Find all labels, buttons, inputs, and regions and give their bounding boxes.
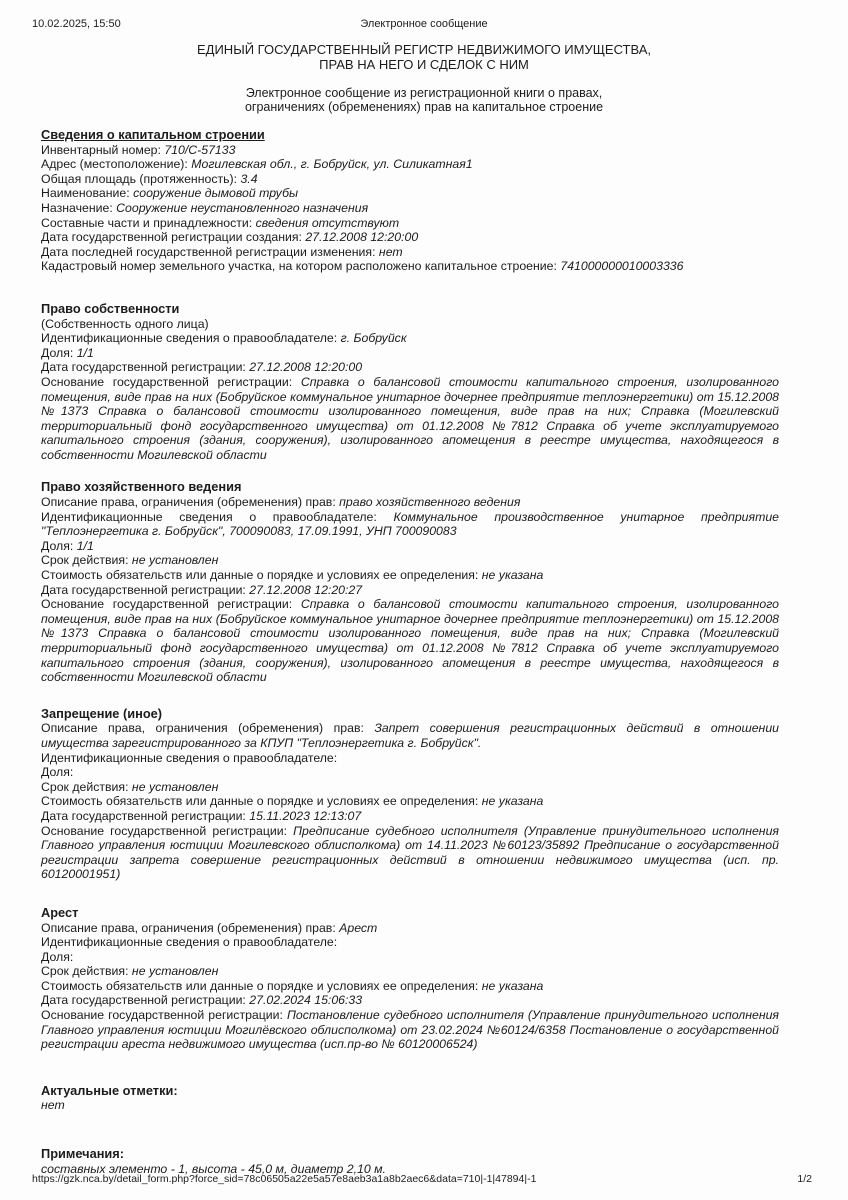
- notes-value: составных элементо - 1, высота - 45,0 м, диаметр 2,10 м.: [41, 1161, 386, 1176]
- ownership-share: Доля: 1/1: [41, 345, 94, 360]
- prohibition-heading: Запрещение (иное): [41, 705, 163, 721]
- message-subtitle-line2: ограничениях (обременениях) прав на капитальное строение: [244, 100, 604, 114]
- marks-section: [41, 1084, 779, 1113]
- ownership-holder: Идентификационные сведения о правообладателе: г. Бобруйск: [41, 331, 407, 346]
- creation-date: Дата государственной регистрации создания: 27.12.2008 12:20:00: [41, 230, 419, 245]
- notes-heading: Примечания:: [41, 1146, 125, 1162]
- arrest-basis: Основание государственной регистрации: Постановление судебного исполнителя (Управление принудительного исполнения Главного управления юстиции Могилёвского облисполкома) от 23.02.2024 №60124/6358 Постановление о государственной регистрации ареста недвижимого имущества (исп.пр-во № 60120006524): [41, 1008, 779, 1052]
- prohibition-section: [41, 707, 779, 882]
- economic-term: Срок действия: не установлен: [41, 553, 219, 568]
- economic-cost: Стоимость обязательств или данные о порядке и условиях ее определения: не указана: [41, 568, 544, 583]
- ownership-basis: Основание государственной регистрации: Справка о балансовой стоимости капитального строения, изолированного помещения, виде прав на них (Бобруйское коммунальное унитарное дочернее предприятие теплоэнергетики) от 15.12.2008 №1373 Справка о балансовой стоимости изолированного помещения, виде прав на них; Справка (Могилевский территориальный фонд государственного имущества) от 01.12.2008 №7812 Справка об учете эксплуатируемого капитального строения (здания, сооружения), изолированного апомещения в реестре имущества, находящегося в собственности Могилевской области: [41, 374, 779, 462]
- register-title-line2: ПРАВ НА НЕГО И СДЕЛОК С НИМ: [319, 57, 529, 72]
- prohibition-description: Описание права, ограничения (обременения) прав: Запрет совершения регистрационных действий в отношении имущества зарегистрированного за КПУП "Теплоэнергетика г. Бобруйск".: [41, 721, 779, 750]
- notes-section: [41, 1147, 779, 1176]
- page-number: 1/2: [797, 1173, 812, 1185]
- arrest-section: [41, 906, 779, 1052]
- economic-heading: Право хозяйственного ведения: [41, 479, 242, 495]
- marks-heading: Актуальные отметки:: [41, 1082, 178, 1098]
- arrest-term: Срок действия: не установлен: [41, 964, 219, 979]
- arrest-holder: Идентификационные сведения о правообладателе:: [41, 935, 338, 950]
- economic-share: Доля: 1/1: [41, 538, 94, 553]
- prohibition-share: Доля:: [41, 765, 74, 780]
- prohibition-cost: Стоимость обязательств или данные о порядке и условиях ее определения: не указана: [41, 794, 544, 809]
- inventory-number: Инвентарный номер: 710/C-57133: [41, 142, 236, 157]
- economic-holder: Идентификационные сведения о правообладателе: Коммунальное производственное унитарное предприятие "Теплоэнергетика г. Бобруйск", 700090083, 17.09.1991, УНП 700090083: [41, 509, 780, 539]
- arrest-heading: Арест: [41, 904, 79, 920]
- prohibition-reg-date: Дата государственной регистрации: 15.11.2023 12:13:07: [41, 808, 362, 823]
- ownership-reg-date: Дата государственной регистрации: 27.12.2008 12:20:00: [41, 360, 363, 375]
- prohibition-holder: Идентификационные сведения о правообладателе:: [41, 750, 338, 765]
- prohibition-basis: Основание государственной регистрации: Предписание судебного исполнителя (Управление принудительного исполнения Главного управления юстиции Могилевского облисполкома) от 14.11.2023 №60123/35892 Предписание о государственной регистрации запрета совершение регистрационных действий в отношении недвижимого имущества (исп. пр. 60120001951): [41, 823, 779, 882]
- marks-value: нет: [41, 1098, 65, 1113]
- document-type: Электронное сообщение: [360, 18, 488, 30]
- cadastral-number: Кадастровый номер земельного участка, на котором расположено капитальное строение: 741000000010003336: [41, 259, 684, 274]
- ownership-type: (Собственность одного лица): [41, 316, 209, 331]
- economic-reg-date: Дата государственной регистрации: 27.12.2008 12:20:27: [41, 582, 363, 597]
- arrest-reg-date: Дата государственной регистрации: 27.02.2024 15:06:33: [41, 993, 363, 1008]
- economic-description: Описание права, ограничения (обременения) прав: право хозяйственного ведения: [41, 495, 521, 510]
- building-name: Наименование: сооружение дымовой трубы: [41, 186, 299, 201]
- building-section: [41, 128, 779, 274]
- economic-basis: Основание государственной регистрации: Справка о балансовой стоимости капитального строения, изолированного помещения, виде прав на них (Бобруйское коммунальное унитарное дочернее предприятие теплоэнергетики) от 15.12.2008 №1373 Справка о балансовой стоимости изолированного помещения, виде прав на них; Справка (Могилевский территориальный фонд государственного имущества) от 01.12.2008 №7812 Справка об учете эксплуатируемого капитального строения (здания, сооружения), изолированного апомещения в реестре имущества, находящегося в собственности Могилевской области: [41, 597, 779, 685]
- building-heading: Сведения о капитальном строении: [41, 127, 265, 142]
- message-subtitle-line1: Электронное сообщение из регистрационной книги о правах,: [245, 86, 603, 100]
- message-subtitle: [0, 86, 848, 114]
- address: Адрес (местоположение): Могилевская обл., г. Бобруйск, ул. Силикатная1: [41, 157, 473, 172]
- page-url: https://gzk.nca.by/detail_form.php?force_sid=78c06505a22e5a57e8aeb3a1a8b2aec6&data=710|-1|47894|-1: [32, 1173, 537, 1185]
- document-body: [41, 128, 779, 1176]
- building-purpose: Назначение: Сооружение неустановленного назначения: [41, 200, 369, 215]
- change-date: Дата последней государственной регистрации изменения: нет: [41, 244, 403, 259]
- ownership-heading: Право собственности: [41, 300, 180, 316]
- register-title-line1: ЕДИНЫЙ ГОСУДАРСТВЕННЫЙ РЕГИСТР НЕДВИЖИМОГО ИМУЩЕСТВА,: [196, 42, 652, 57]
- print-datetime: 10.02.2025, 15:50: [32, 18, 121, 30]
- economic-section: [41, 480, 779, 684]
- building-parts: Составные части и принадлежности: сведения отсутствуют: [41, 215, 400, 230]
- arrest-share: Доля:: [41, 949, 74, 964]
- register-title: [0, 42, 848, 72]
- total-area: Общая площадь (протяженность): 3.4: [41, 171, 258, 186]
- arrest-cost: Стоимость обязательств или данные о порядке и условиях ее определения: не указана: [41, 978, 544, 993]
- ownership-section: [41, 302, 779, 463]
- prohibition-term: Срок действия: не установлен: [41, 779, 219, 794]
- arrest-description: Описание права, ограничения (обременения) прав: Арест: [41, 920, 378, 935]
